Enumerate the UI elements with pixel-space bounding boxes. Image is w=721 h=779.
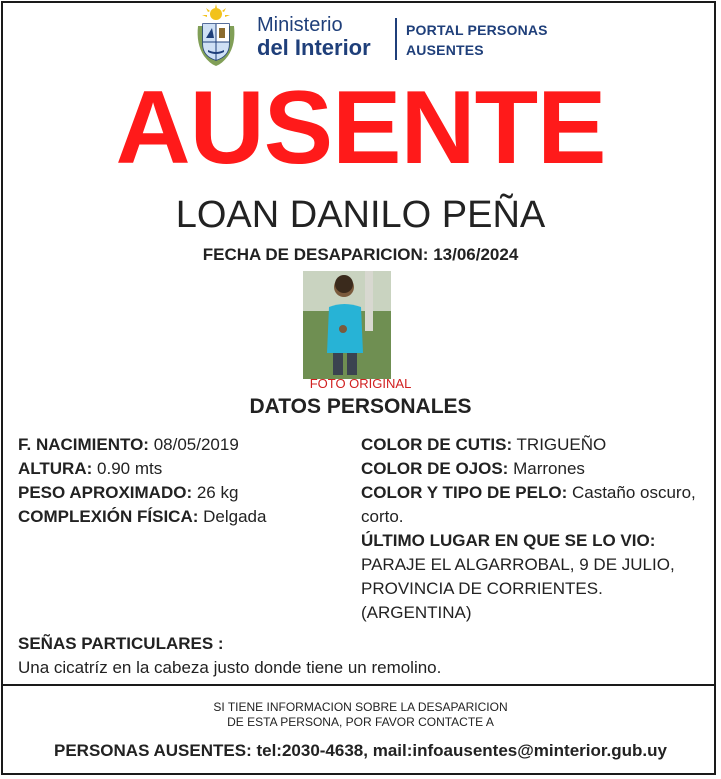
contact-instructions — [0, 700, 721, 730]
field-value: 08/05/2019 — [153, 435, 239, 454]
contact-line1: SI TIENE INFORMACION SOBRE LA DESAPARICION — [213, 700, 508, 714]
field-value: TRIGUEÑO — [516, 435, 607, 454]
field-label: COLOR DE CUTIS: — [361, 435, 513, 454]
status-heading: AUSENTE — [115, 70, 606, 186]
field-value: Marrones — [513, 459, 585, 478]
field-birth-date — [18, 433, 348, 457]
person-photo — [303, 271, 391, 379]
marks-label: SEÑAS PARTICULARES : — [18, 634, 224, 653]
field-value: 0.90 mts — [97, 459, 163, 478]
ministry-line1: Ministerio — [257, 14, 343, 36]
field-label: COMPLEXIÓN FÍSICA: — [18, 507, 199, 526]
field-height — [18, 457, 348, 481]
photo-caption: FOTO ORIGINAL — [309, 376, 412, 391]
field-hair — [361, 481, 706, 529]
field-value: Castaño oscuro, corto. — [361, 483, 696, 526]
disappearance-label: FECHA DE DESAPARICION: — [202, 245, 429, 264]
personal-data-left — [18, 433, 348, 529]
field-label: PESO APROXIMADO: — [18, 483, 193, 502]
field-label: F. NACIMIENTO: — [18, 435, 149, 454]
field-skin-color — [361, 433, 706, 457]
person-name: LOAN DANILO PEÑA — [175, 194, 546, 236]
marks-value: Una cicatríz en la cabeza justo donde tiene un remolino. — [18, 658, 442, 677]
field-eye-color — [361, 457, 706, 481]
field-label: COLOR DE OJOS: — [361, 459, 509, 478]
field-build — [18, 505, 348, 529]
ministry-line2: del Interior — [257, 35, 371, 60]
field-weight — [18, 481, 348, 505]
portal-line1: PORTAL PERSONAS — [406, 22, 548, 38]
contact-line2: DE ESTA PERSONA, POR FAVOR CONTACTE A — [227, 715, 494, 729]
portal-line2: AUSENTES — [406, 42, 484, 58]
portal-name — [406, 20, 548, 60]
header-divider — [395, 18, 397, 60]
field-value: PARAJE EL ALGARROBAL, 9 DE JULIO, PROVINCIA DE CORRIENTES. (ARGENTINA) — [361, 555, 675, 622]
field-label: ÚLTIMO LUGAR EN QUE SE LO VIO: — [361, 531, 656, 550]
ministry-name — [257, 14, 371, 60]
contact-info: PERSONAS AUSENTES: tel:2030-4638, mail:infoausentes@minterior.gub.uy — [54, 741, 667, 760]
personal-data-right — [361, 433, 706, 625]
section-title: DATOS PERSONALES — [249, 395, 472, 418]
coat-of-arms-icon — [190, 4, 242, 68]
field-value: Delgada — [203, 507, 267, 526]
field-value: 26 kg — [196, 483, 239, 502]
field-label: ALTURA: — [18, 459, 93, 478]
disappearance-value: 13/06/2024 — [433, 245, 519, 264]
disappearance-date — [0, 244, 721, 266]
field-last-seen — [361, 529, 706, 625]
ministry-header — [190, 4, 560, 70]
distinguishing-marks — [18, 632, 708, 680]
field-label: COLOR Y TIPO DE PELO: — [361, 483, 568, 502]
